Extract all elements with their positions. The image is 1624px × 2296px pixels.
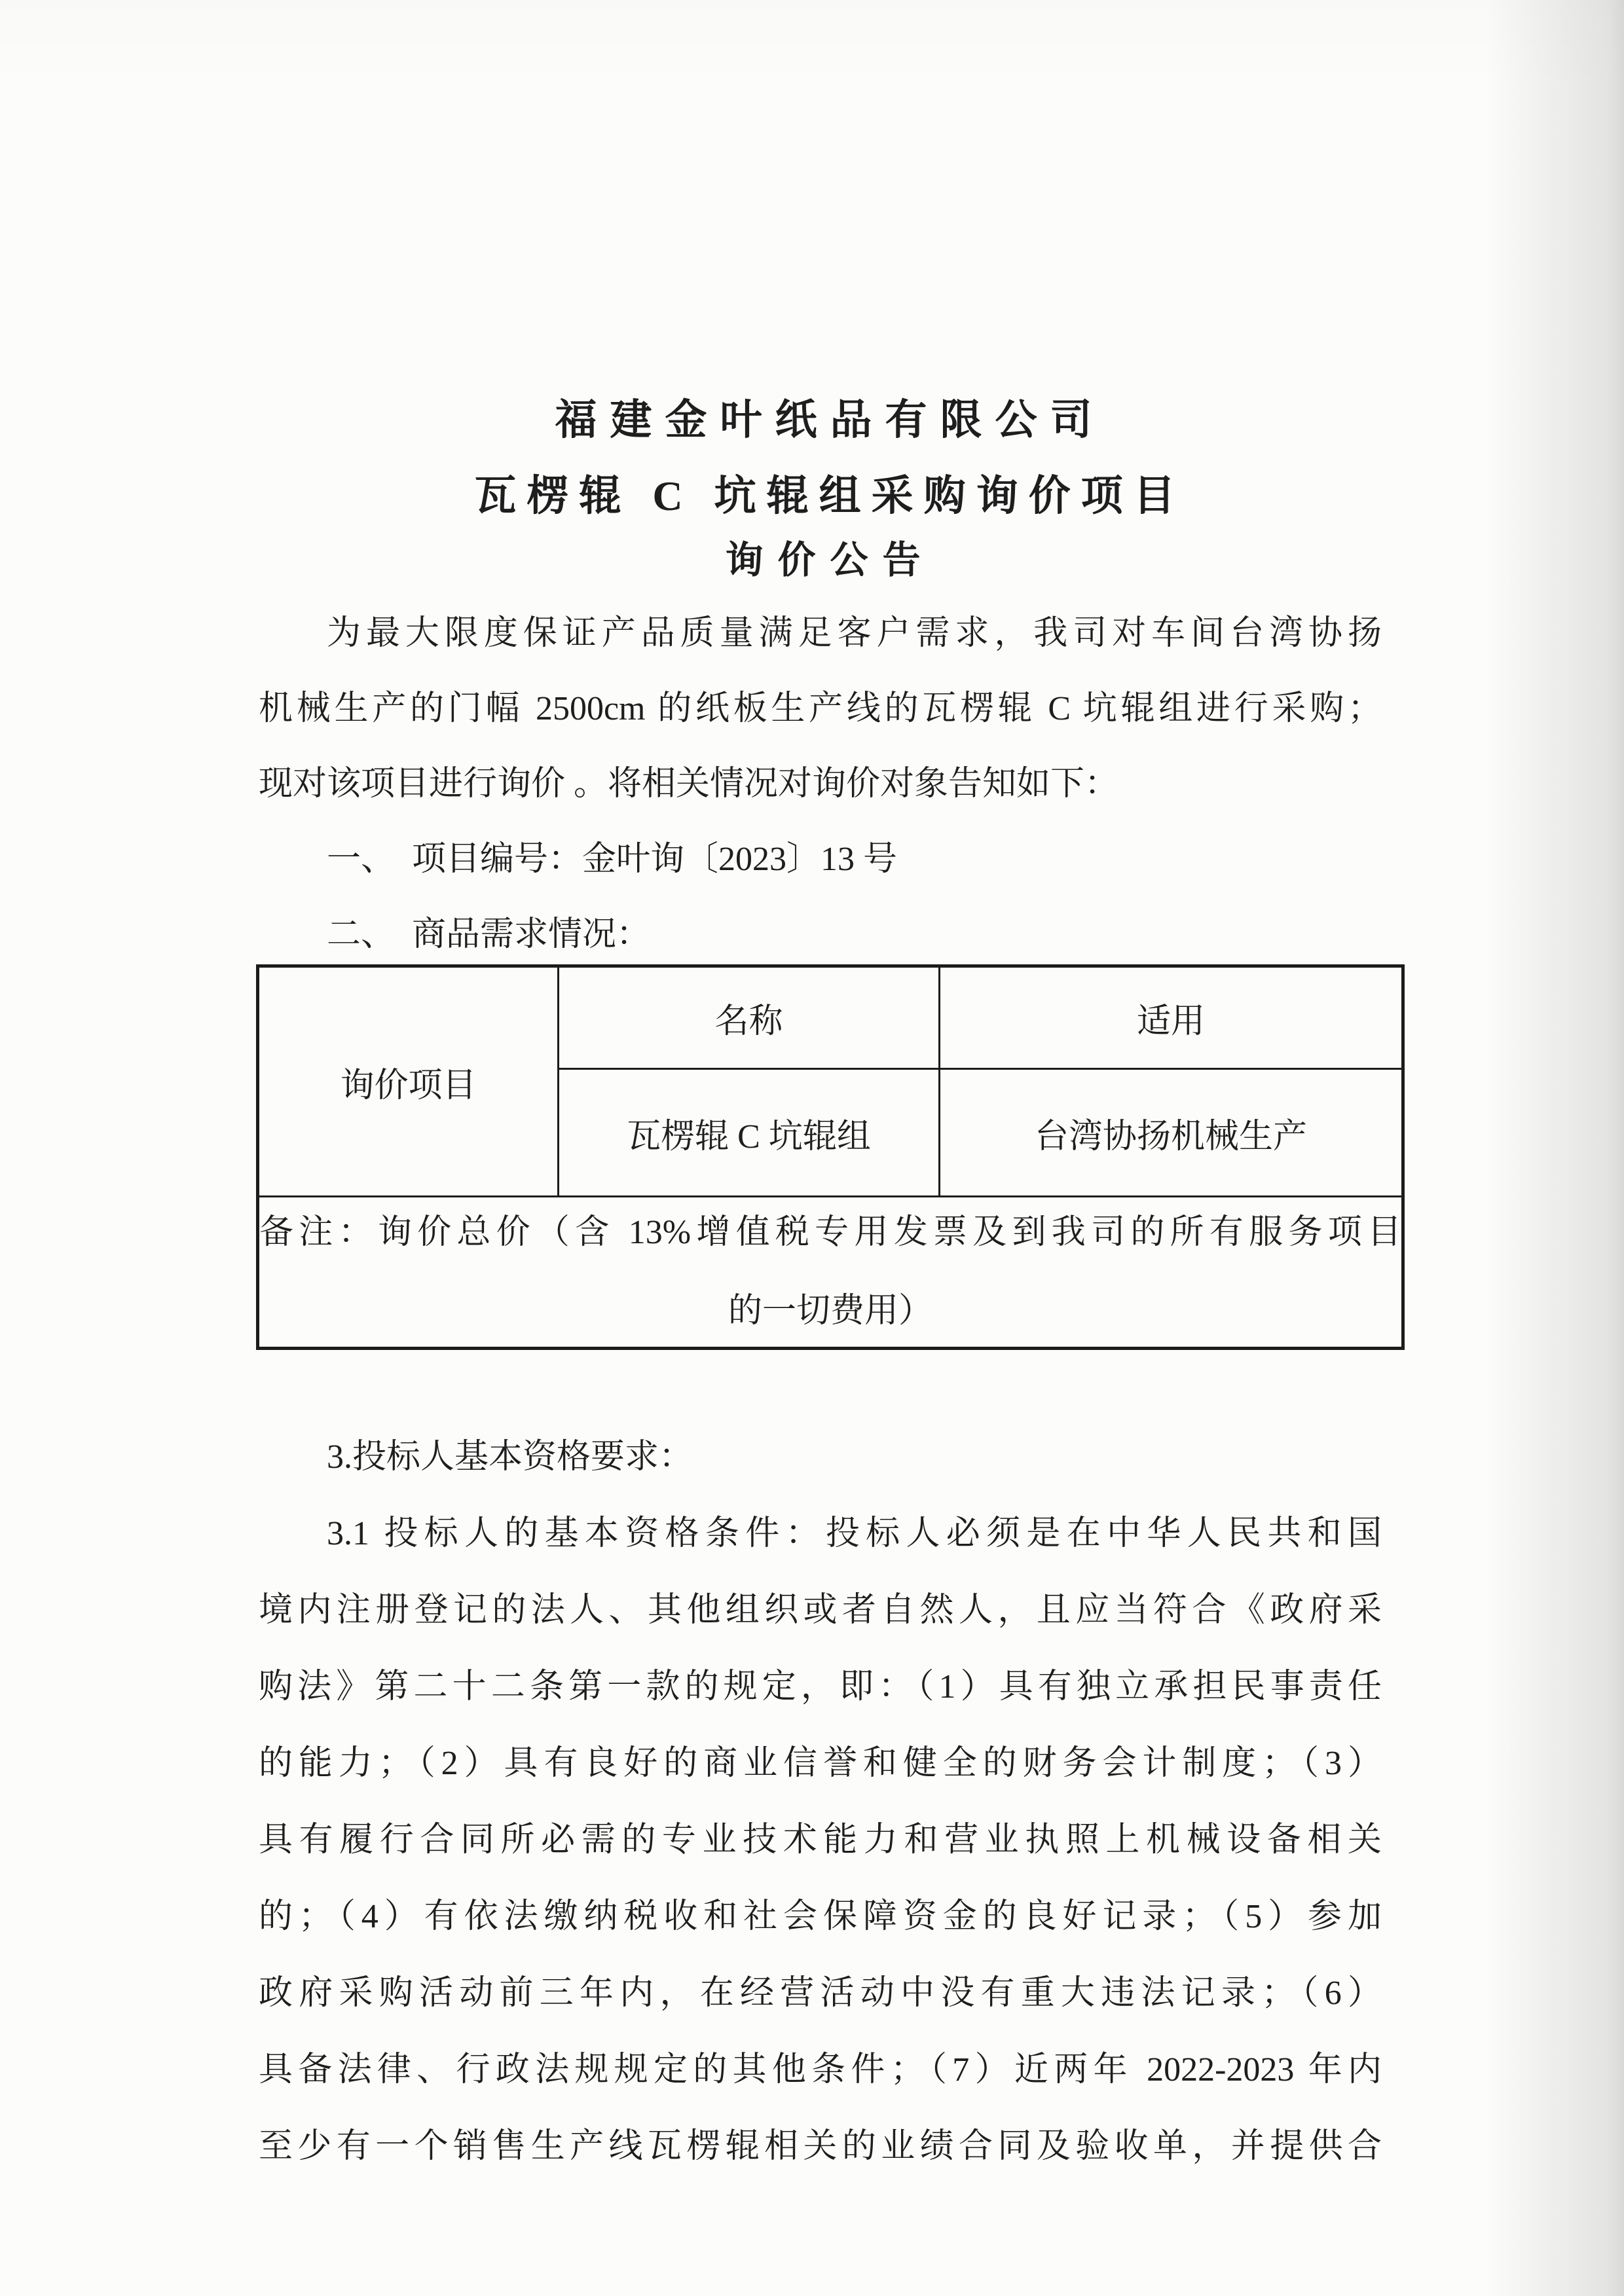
requirements-table: [256, 964, 1405, 1350]
project-title: 瓦楞辊 C 坑辊组采购询价项目: [474, 473, 1186, 519]
section3-line: 3.1 投标人的基本资格条件：投标人必须是在中华人民共和国: [327, 1515, 1382, 1552]
list-item-project-number: 一、 项目编号：金叶询〔2023〕13 号: [327, 841, 898, 878]
bidder-qualification-section: [259, 1419, 1382, 2185]
intro-line: 机械生产的门幅 2500cm 的纸板生产线的瓦楞辊 C 坑辊组进行采购；: [259, 690, 1382, 727]
announcement-title: 询价公告: [725, 539, 935, 581]
table-header-name: 名称: [559, 966, 940, 1069]
intro-line: 现对该项目进行询价 。将相关情况对询价对象告知如下：: [259, 765, 1119, 803]
section3-line: 境内注册登记的法人、其他组织或者自然人，且应当符合《政府采: [259, 1592, 1382, 1629]
company-title: 福建金叶纸品有限公司: [555, 397, 1105, 443]
remark-line: 备注：询价总价（含 13%增值税专用发票及到我司的所有服务项目: [259, 1214, 1401, 1251]
section3-line: 的；（4）有依法缴纳税收和社会保障资金的良好记录；（5）参加: [259, 1898, 1382, 1935]
table-cell-remark: [258, 1197, 1403, 1349]
table-cell-product-name: 瓦楞辊 C 坑辊组: [559, 1069, 940, 1197]
table-cell-product-use: 台湾协扬机械生产: [940, 1069, 1403, 1197]
section3-line: 至少有一个销售生产线瓦楞辊相关的业绩合同及验收单，并提供合: [259, 2128, 1382, 2165]
list-item-demand-heading: 二、 商品需求情况：: [327, 916, 651, 953]
section3-line: 的能力；（2）具有良好的商业信誉和健全的财务会计制度；（3）: [259, 1745, 1382, 1782]
section3-line: 政府采购活动前三年内，在经营活动中没有重大违法记录；（6）: [259, 1975, 1382, 2012]
table-cell-inquiry-item: 询价项目: [258, 966, 559, 1197]
remark-line: 的一切费用）: [728, 1292, 932, 1330]
section3-heading: 3.投标人基本资格要求：: [327, 1438, 693, 1476]
intro-paragraph: [259, 596, 1382, 972]
section3-line: 购法》第二十二条第一款的规定，即：（1）具有独立承担民事责任: [259, 1668, 1382, 1705]
table-header-use: 适用: [940, 966, 1403, 1069]
section3-line: 具有履行合同所必需的专业技术能力和营业执照上机械设备相关: [259, 1821, 1382, 1859]
section3-line: 具备法律、行政法规规定的其他条件；（7）近两年 2022-2023 年内: [259, 2051, 1382, 2088]
intro-line: 为最大限度保证产品质量满足客户需求，我司对车间台湾协扬: [327, 615, 1382, 652]
